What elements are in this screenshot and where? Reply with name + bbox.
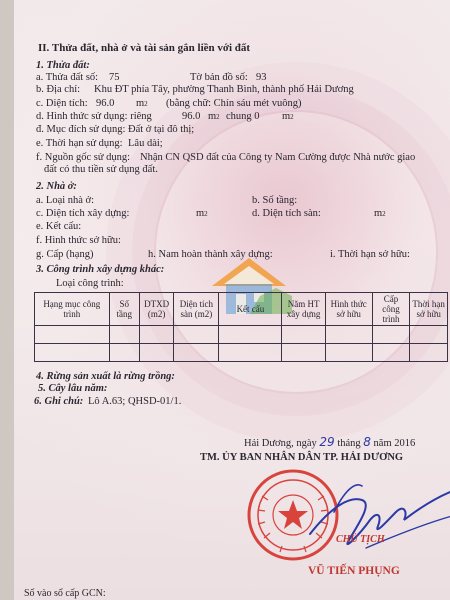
table-row xyxy=(35,344,448,362)
header-cell: Hình thức sở hữu xyxy=(325,293,372,326)
header-cell: Kết cấu xyxy=(219,293,282,326)
build-area-unit: $m^2$ xyxy=(196,208,208,219)
term-label: e. Thời hạn sử dụng: xyxy=(36,138,123,149)
construction-table xyxy=(34,292,448,362)
table-row xyxy=(35,326,448,344)
perennial-heading: 5. Cây lâu năm: xyxy=(38,383,108,394)
purpose-label: đ. Mục đích sử dụng: xyxy=(36,124,126,135)
ownership-term-label: i. Thời hạn sở hữu: xyxy=(330,249,410,260)
house-type-label: a. Loại nhà ở: xyxy=(36,195,95,206)
completion-year-label: h. Nam hoàn thành xây dựng: xyxy=(148,249,273,260)
term-value: Lâu dài; xyxy=(128,138,163,149)
house-floors-label: b. Số tầng: xyxy=(252,195,298,206)
header-cell: Cấp công trình xyxy=(372,293,410,326)
construction-heading: 3. Công trình xây dựng khác: xyxy=(36,264,165,275)
land-heading: 1. Thửa đất: xyxy=(36,60,90,71)
ownership-form-label: f. Hình thức sở hữu: xyxy=(36,235,121,246)
signer-title: CHỦ TỊCH xyxy=(336,534,385,545)
origin-value: Nhận CN QSD đất của Công ty Nam Cường được Nhà nước giao xyxy=(140,152,416,163)
register-number-label: Số vào sổ cấp GCN: xyxy=(24,588,106,599)
use-form-label: d. Hình thức sử dụng: riêng xyxy=(36,111,152,122)
header-cell: DTXD (m2) xyxy=(139,293,174,326)
use-form-shared: chung 0 xyxy=(226,111,260,122)
area-unit: $m^2$ xyxy=(136,98,148,109)
build-area-label: c. Diện tích xây dựng: xyxy=(36,208,130,219)
date-month: 8 xyxy=(363,435,371,449)
use-form-shared-unit: $m^2$ xyxy=(282,111,294,122)
parcel-label: a. Thửa đất số: xyxy=(36,72,99,83)
use-form-private-unit: $m^2$ xyxy=(208,111,220,122)
date-day: 29 xyxy=(319,435,335,449)
header-cell: Năm HT xây dựng xyxy=(282,293,325,326)
signer-name: VŨ TIẾN PHỤNG xyxy=(308,565,400,577)
header-cell: Diện tích sàn (m2) xyxy=(174,293,219,326)
origin-label: f. Nguồn gốc sử dụng: xyxy=(36,152,131,163)
area-value: 96.0 xyxy=(96,98,115,109)
purpose-value: Đất ở tại đô thị; xyxy=(128,124,195,135)
section-title: II. Thửa đất, nhà ở và tài sản gắn liền với đất xyxy=(38,42,251,54)
forest-heading: 4. Rừng sản xuất là rừng trồng: xyxy=(36,371,175,382)
certificate-page xyxy=(14,0,450,600)
header-cell: Hạng mục công trình xyxy=(35,293,110,326)
grade-label: g. Cấp (hạng) xyxy=(36,249,94,260)
use-form-private-value: 96.0 xyxy=(182,111,201,122)
area-in-words: (bằng chữ: Chín sáu mét vuông) xyxy=(166,98,302,109)
house-heading: 2. Nhà ở: xyxy=(36,181,77,192)
floor-area-unit: $m^2$ xyxy=(374,208,386,219)
parcel-value: 75 xyxy=(109,72,120,83)
header-cell: Số tầng xyxy=(109,293,139,326)
map-sheet-label: Tờ bản đồ số: xyxy=(190,72,248,83)
note-value: Lô A.63; QHSD-01/1. xyxy=(88,396,182,407)
table-header-row xyxy=(35,293,448,326)
address-label: b. Địa chỉ: xyxy=(36,84,81,95)
authority-name: TM. ỦY BAN NHÂN DÂN TP. HẢI DƯƠNG xyxy=(200,452,404,463)
floor-area-label: d. Diện tích sàn: xyxy=(252,208,321,219)
note-label: 6. Ghi chú: xyxy=(34,396,84,407)
origin-value-cont: đất có thu tiền sử dụng đất. xyxy=(44,164,158,175)
area-label: c. Diện tích: xyxy=(36,98,88,109)
structure-label: e. Kết cấu: xyxy=(36,221,82,232)
construction-type-label: Loại công trình: xyxy=(56,278,124,289)
map-sheet-value: 93 xyxy=(256,72,267,83)
signature-icon xyxy=(304,476,450,566)
issue-date: Hải Dương, ngày 29 tháng 8 năm 2016 xyxy=(244,435,416,449)
address-value: Khu ĐT phía Tây, phường Thanh Bình, thành phố Hải Dương xyxy=(94,84,354,95)
header-cell: Thời hạn sở hữu xyxy=(410,293,448,326)
